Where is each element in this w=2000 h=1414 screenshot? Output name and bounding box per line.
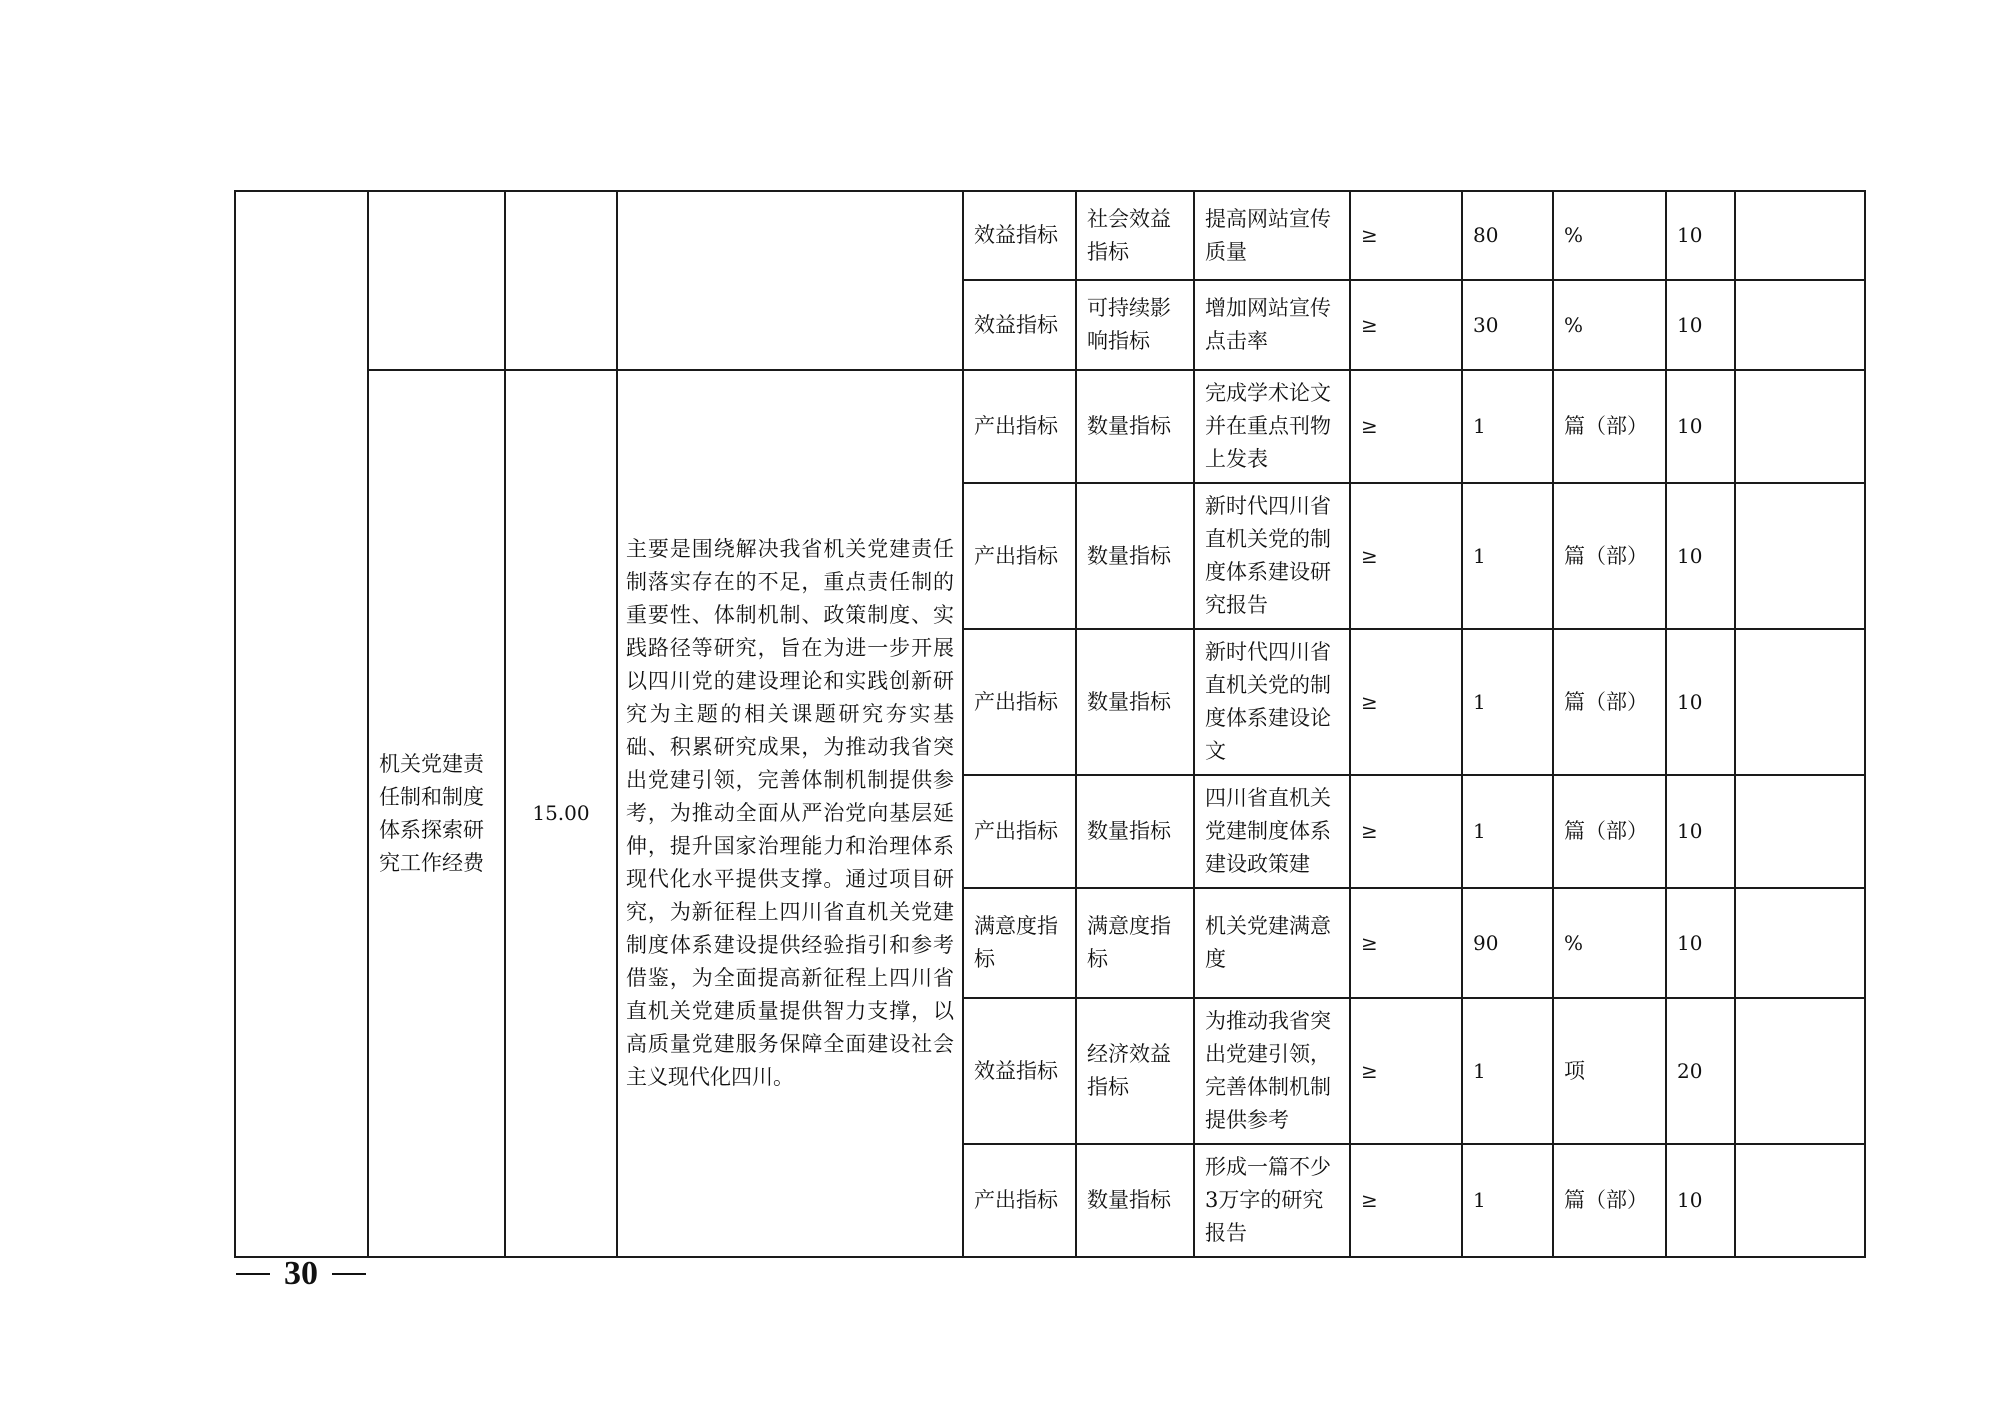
second-level-indicator: 数量指标 [1076, 1144, 1194, 1257]
operator-cell: ≥ [1350, 370, 1462, 483]
score-cell: 10 [1666, 1144, 1735, 1257]
unit-cell: 篇（部） [1553, 483, 1666, 629]
score-cell: 10 [1666, 775, 1735, 888]
second-level-indicator: 满意度指标 [1076, 888, 1194, 998]
third-level-indicator: 四川省直机关党建制度体系建设政策建 [1194, 775, 1350, 888]
remark-cell [1735, 629, 1865, 775]
remark-cell [1735, 280, 1865, 370]
remark-cell [1735, 888, 1865, 998]
remark-cell [1735, 191, 1865, 280]
project-amount-cell: 15.00 [505, 370, 617, 1257]
page-number: 30 [284, 1255, 318, 1292]
target-value: 30 [1462, 280, 1553, 370]
third-level-indicator: 新时代四川省直机关党的制度体系建设研究报告 [1194, 483, 1350, 629]
first-level-indicator: 产出指标 [963, 1144, 1076, 1257]
remark-cell [1735, 775, 1865, 888]
score-cell: 10 [1666, 370, 1735, 483]
performance-indicator-table [234, 190, 1866, 1258]
remark-cell [1735, 1144, 1865, 1257]
remark-cell [1735, 483, 1865, 629]
unit-cell: 项 [1553, 998, 1666, 1144]
target-value: 1 [1462, 483, 1553, 629]
second-level-indicator: 数量指标 [1076, 370, 1194, 483]
remark-cell [1735, 998, 1865, 1144]
target-value: 80 [1462, 191, 1553, 280]
prev-project-name-cell [368, 191, 505, 370]
remark-cell [1735, 370, 1865, 483]
target-value: 1 [1462, 775, 1553, 888]
page-footer [236, 1255, 366, 1293]
target-value: 1 [1462, 629, 1553, 775]
operator-cell: ≥ [1350, 191, 1462, 280]
first-level-indicator: 效益指标 [963, 998, 1076, 1144]
first-level-indicator: 产出指标 [963, 629, 1076, 775]
unit-cell: 篇（部） [1553, 629, 1666, 775]
first-level-indicator: 产出指标 [963, 370, 1076, 483]
third-level-indicator: 提高网站宣传质量 [1194, 191, 1350, 280]
unit-cell: 篇（部） [1553, 370, 1666, 483]
footer-dash-left [236, 1273, 270, 1275]
unit-cell: % [1553, 280, 1666, 370]
operator-cell: ≥ [1350, 775, 1462, 888]
third-level-indicator: 完成学术论文并在重点刊物上发表 [1194, 370, 1350, 483]
third-level-indicator: 机关党建满意度 [1194, 888, 1350, 998]
third-level-indicator: 增加网站宣传点击率 [1194, 280, 1350, 370]
operator-cell: ≥ [1350, 1144, 1462, 1257]
second-level-indicator: 社会效益指标 [1076, 191, 1194, 280]
second-level-indicator: 可持续影响指标 [1076, 280, 1194, 370]
score-cell: 10 [1666, 629, 1735, 775]
second-level-indicator: 经济效益指标 [1076, 998, 1194, 1144]
operator-cell: ≥ [1350, 629, 1462, 775]
unit-cell: % [1553, 888, 1666, 998]
target-value: 1 [1462, 370, 1553, 483]
table-row [235, 191, 1865, 280]
target-value: 90 [1462, 888, 1553, 998]
unit-cell: % [1553, 191, 1666, 280]
first-level-indicator: 产出指标 [963, 775, 1076, 888]
first-level-indicator: 满意度指标 [963, 888, 1076, 998]
unit-cell: 篇（部） [1553, 1144, 1666, 1257]
first-level-indicator: 效益指标 [963, 280, 1076, 370]
target-value: 1 [1462, 998, 1553, 1144]
department-cell [235, 191, 368, 1257]
score-cell: 10 [1666, 280, 1735, 370]
prev-project-amount-cell [505, 191, 617, 370]
first-level-indicator: 效益指标 [963, 191, 1076, 280]
project-description-cell: 主要是围绕解决我省机关党建责任制落实存在的不足，重点责任制的重要性、体制机制、政策制度、实践路径等研究，旨在为进一步开展以四川党的建设理论和实践创新研究为主题的相关课题研究夯实基础、积累研究成果，为推动我省突出党建引领，完善体制机制提供参考，为推动全面从严治党向基层延伸，提升国家治理能力和治理体系现代化水平提供支撑。通过项目研究，为新征程上四川省直机关党建制度体系建设提供经验指引和参考借鉴，为全面提高新征程上四川省直机关党建质量提供智力支撑，以高质量党建服务保障全面建设社会主义现代化四川。 [617, 370, 963, 1257]
operator-cell: ≥ [1350, 998, 1462, 1144]
prev-project-description-cell [617, 191, 963, 370]
project-name-cell: 机关党建责任制和制度体系探索研究工作经费 [368, 370, 505, 1257]
first-level-indicator: 产出指标 [963, 483, 1076, 629]
score-cell: 10 [1666, 483, 1735, 629]
third-level-indicator: 形成一篇不少3万字的研究报告 [1194, 1144, 1350, 1257]
operator-cell: ≥ [1350, 280, 1462, 370]
score-cell: 10 [1666, 888, 1735, 998]
table-row [235, 370, 1865, 483]
score-cell: 20 [1666, 998, 1735, 1144]
unit-cell: 篇（部） [1553, 775, 1666, 888]
third-level-indicator: 新时代四川省直机关党的制度体系建设论文 [1194, 629, 1350, 775]
footer-dash-right [332, 1273, 366, 1275]
target-value: 1 [1462, 1144, 1553, 1257]
score-cell: 10 [1666, 191, 1735, 280]
operator-cell: ≥ [1350, 888, 1462, 998]
second-level-indicator: 数量指标 [1076, 629, 1194, 775]
second-level-indicator: 数量指标 [1076, 483, 1194, 629]
second-level-indicator: 数量指标 [1076, 775, 1194, 888]
third-level-indicator: 为推动我省突出党建引领，完善体制机制提供参考 [1194, 998, 1350, 1144]
operator-cell: ≥ [1350, 483, 1462, 629]
